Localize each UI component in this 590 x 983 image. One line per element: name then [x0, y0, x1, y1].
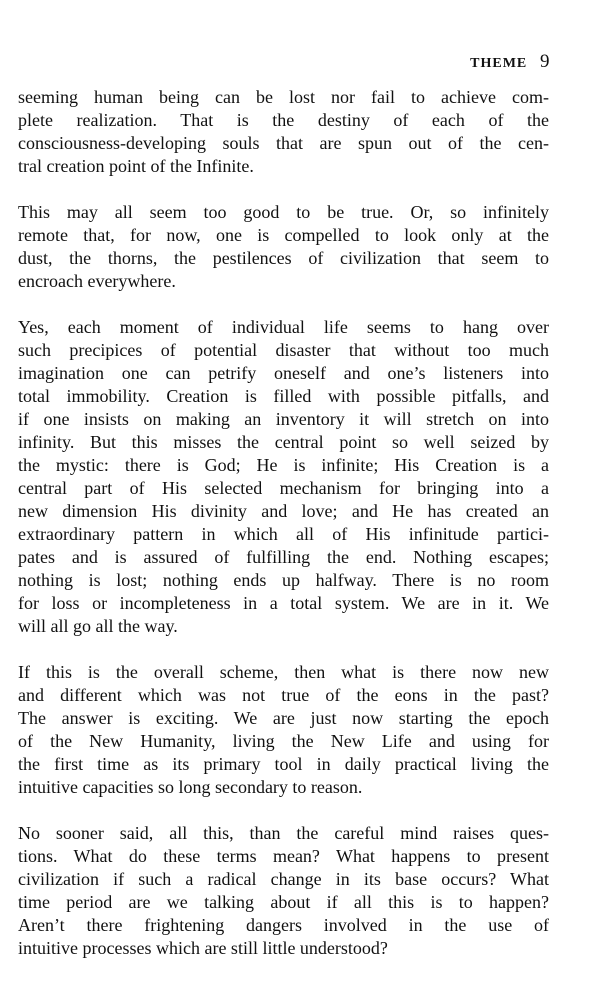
- text-line: Yes, each moment of individual life seems to hang over: [18, 317, 549, 337]
- text-line: Aren’t there frightening dangers involved in the use of: [18, 915, 549, 935]
- text-line: civilization if such a radical change in its base occurs? What: [18, 869, 549, 889]
- text-line: seeming human being can be lost nor fail to achieve com-: [18, 87, 549, 107]
- paragraph-2: [18, 201, 549, 293]
- text-line: of the New Humanity, living the New Life and using for: [18, 731, 549, 751]
- text-line: consciousness-developing souls that are spun out of the cen-: [18, 133, 549, 153]
- text-line: pates and is assured of fulfilling the end. Nothing escapes;: [18, 547, 549, 567]
- text-line: intuitive processes which are still little understood?: [18, 938, 388, 958]
- text-line: No sooner said, all this, than the careful mind raises ques-: [18, 823, 549, 843]
- paragraph-4: [18, 661, 549, 799]
- text-line: If this is the overall scheme, then what is there now new: [18, 662, 549, 682]
- text-line: remote that, for now, one is compelled to look only at the: [18, 225, 549, 245]
- paragraph-5: [18, 822, 549, 960]
- text-line: intuitive capacities so long secondary to reason.: [18, 777, 363, 797]
- text-line: tions. What do these terms mean? What happens to present: [18, 846, 549, 866]
- text-line: the mystic: there is God; He is infinite; His Creation is a: [18, 455, 549, 475]
- text-line: central part of His selected mechanism for bringing into a: [18, 478, 549, 498]
- paragraph-3: [18, 316, 549, 638]
- text-line: the first time as its primary tool in daily practical living the: [18, 754, 549, 774]
- text-line: new dimension His divinity and love; and He has created an: [18, 501, 549, 521]
- body-text: [18, 86, 549, 983]
- text-line: plete realization. That is the destiny of each of the: [18, 110, 549, 130]
- page-number: 9: [540, 51, 550, 72]
- text-line: and different which was not true of the eons in the past?: [18, 685, 549, 705]
- text-line: encroach everywhere.: [18, 271, 176, 291]
- text-line: nothing is lost; nothing ends up halfway. There is no room: [18, 570, 549, 590]
- text-line: The answer is exciting. We are just now starting the epoch: [18, 708, 549, 728]
- text-line: This may all seem too good to be true. Or, so infinitely: [18, 202, 549, 222]
- text-line: imagination one can petrify oneself and one’s listeners into: [18, 363, 549, 383]
- running-head: [470, 51, 550, 73]
- text-line: will all go all the way.: [18, 616, 178, 636]
- text-line: extraordinary pattern in which all of His infinitude partici-: [18, 524, 549, 544]
- text-line: tral creation point of the Infinite.: [18, 156, 254, 176]
- text-line: total immobility. Creation is filled with possible pitfalls, and: [18, 386, 549, 406]
- text-line: dust, the thorns, the pestilences of civilization that seem to: [18, 248, 549, 268]
- text-line: for loss or incompleteness in a total system. We are in it. We: [18, 593, 549, 613]
- text-line: infinity. But this misses the central point so well seized by: [18, 432, 549, 452]
- text-line: time period are we talking about if all this is to happen?: [18, 892, 549, 912]
- paragraph-1: [18, 86, 549, 178]
- running-title: THEME: [470, 56, 528, 71]
- text-line: such precipices of potential disaster that without too much: [18, 340, 549, 360]
- text-line: if one insists on making an inventory it will stretch on into: [18, 409, 549, 429]
